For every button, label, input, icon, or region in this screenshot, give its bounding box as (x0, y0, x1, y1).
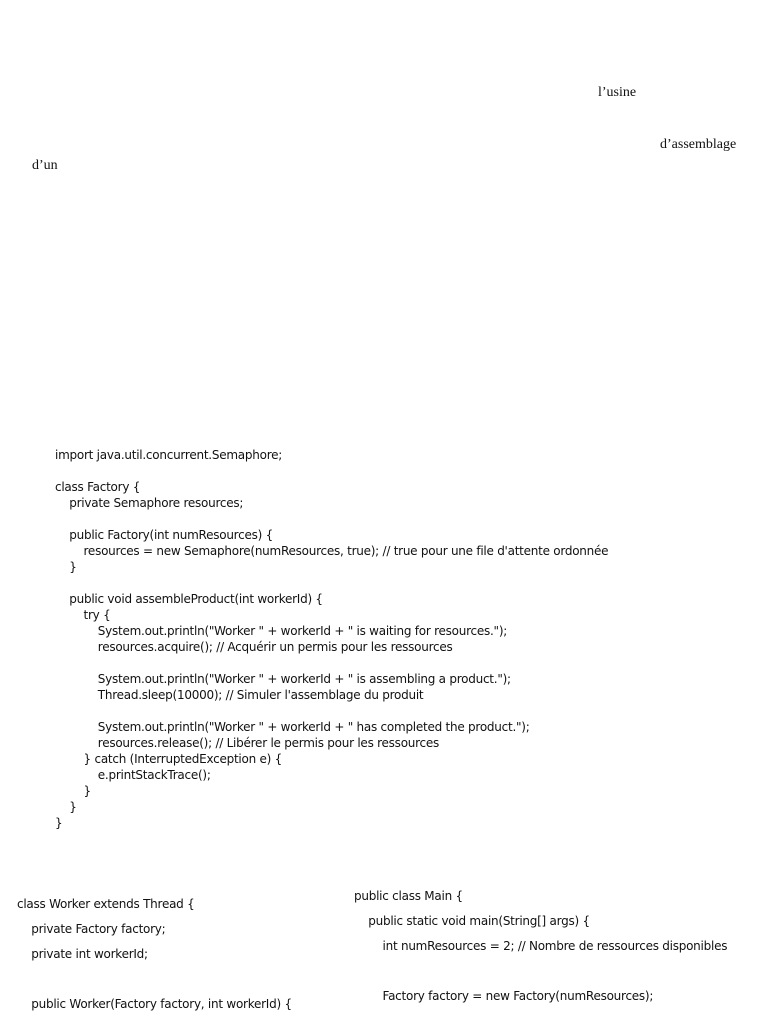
code-line (55, 575, 608, 591)
code-line: } (55, 560, 77, 574)
code-block-factory (55, 447, 608, 831)
code-line: public static void main(String[] args) { (354, 914, 590, 928)
code-line: class Worker extends Thread { (17, 897, 195, 911)
code-line: resources = new Semaphore(numResources, true); // true pour une file d'attente ordonnée (55, 544, 609, 558)
text-fragment-usine: l’usine (598, 85, 637, 100)
code-line: } (55, 816, 63, 830)
code-line: private int workerId; (17, 947, 148, 961)
code-line: public Worker(Factory factory, int workerId) { (17, 997, 292, 1011)
text-fragment-assemblage: d’assemblage (660, 137, 737, 152)
code-line: Thread.sleep(10000); // Simuler l'assemblage du produit (55, 688, 424, 702)
code-line: } (55, 784, 91, 798)
code-line: } catch (InterruptedException e) { (55, 752, 283, 766)
code-line: public Factory(int numResources) { (55, 528, 273, 542)
code-line: e.printStackTrace(); (55, 768, 211, 782)
code-line: } (55, 800, 77, 814)
code-line (354, 959, 727, 984)
text-fragment-dun: d’un (32, 158, 58, 173)
code-line: System.out.println("Worker " + workerId + " has completed the product."); (55, 720, 530, 734)
code-line: resources.release(); // Libérer le permis pour les ressources (55, 736, 440, 750)
code-line: private Factory factory; (17, 922, 166, 936)
code-line (55, 703, 608, 719)
code-line (17, 967, 292, 992)
code-line: class Factory { (55, 480, 141, 494)
code-block-main (354, 884, 727, 1009)
code-line: import java.util.concurrent.Semaphore; (55, 448, 283, 462)
code-line (55, 655, 608, 671)
code-line: resources.acquire(); // Acquérir un permis pour les ressources (55, 640, 453, 654)
code-line: int numResources = 2; // Nombre de ressources disponibles (354, 939, 728, 953)
code-line: try { (55, 608, 111, 622)
code-line (55, 511, 608, 527)
code-line: private Semaphore resources; (55, 496, 244, 510)
code-block-worker (17, 892, 292, 1017)
code-line: Factory factory = new Factory(numResources); (354, 989, 654, 1003)
code-line: System.out.println("Worker " + workerId + " is assembling a product."); (55, 672, 511, 686)
code-line: public void assembleProduct(int workerId) { (55, 592, 323, 606)
code-line (55, 463, 608, 479)
code-line: System.out.println("Worker " + workerId + " is waiting for resources."); (55, 624, 508, 638)
code-line: public class Main { (354, 889, 463, 903)
